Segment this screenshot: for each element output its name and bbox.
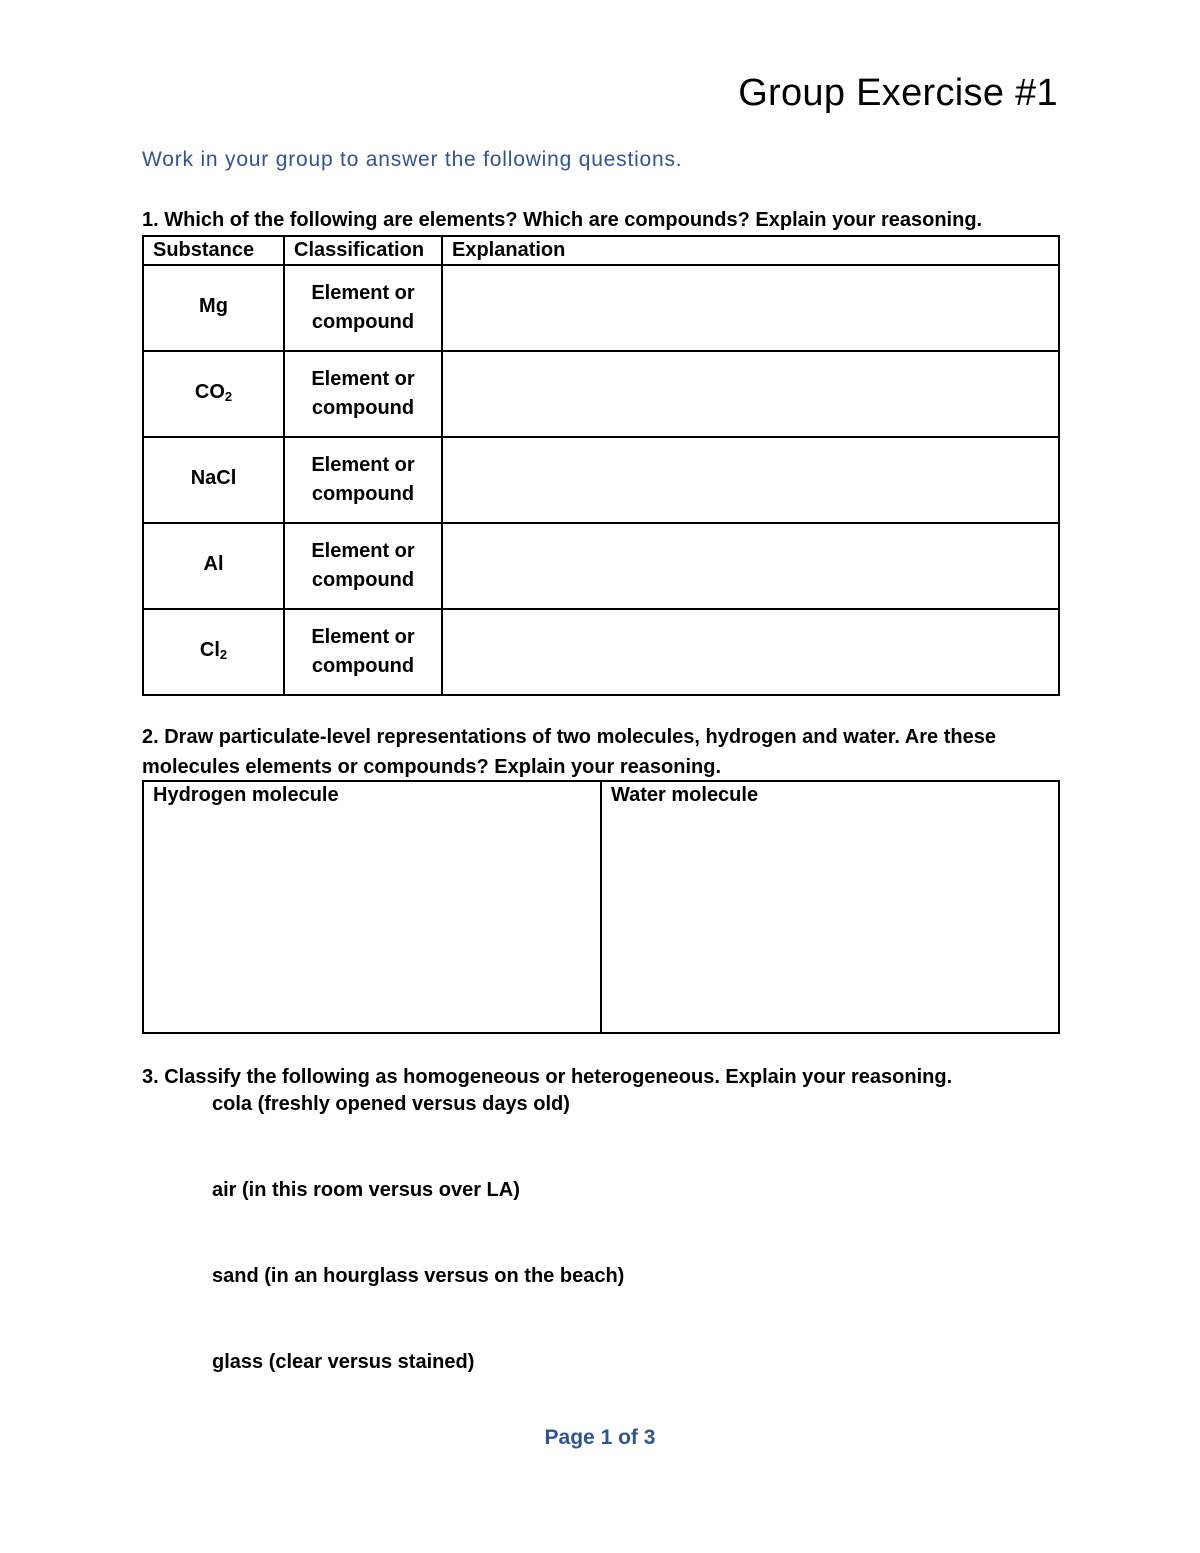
- water-molecule-label: Water molecule: [611, 784, 759, 806]
- substance-cell: $CO_2$: [143, 351, 284, 437]
- substance-cell: $Cl_2$: [143, 609, 284, 695]
- header-classification: Classification: [284, 236, 442, 265]
- table-row: [143, 437, 1059, 523]
- table-row: [143, 609, 1059, 695]
- classification-cell: Element or compound: [284, 437, 442, 523]
- list-item: cola (freshly opened versus days old): [212, 1093, 570, 1115]
- question-3: 3. Classify the following as homogeneous or heterogeneous. Explain your reasoning.: [142, 1066, 953, 1088]
- substance-table: [142, 235, 1060, 696]
- list-item: glass (clear versus stained): [212, 1351, 475, 1373]
- explanation-cell[interactable]: [442, 609, 1059, 695]
- hydrogen-molecule-label: Hydrogen molecule: [153, 784, 339, 806]
- list-item: air (in this room versus over LA): [212, 1179, 520, 1201]
- classification-cell: Element or compound: [284, 609, 442, 695]
- explanation-cell[interactable]: [442, 351, 1059, 437]
- table-row: [143, 523, 1059, 609]
- explanation-cell[interactable]: [442, 265, 1059, 351]
- question-2: 2. Draw particulate-level representations of two molecules, hydrogen and water. Are these molecules elements or compounds? Explain your reasoning.: [142, 726, 996, 778]
- substance-cell: Mg: [143, 265, 284, 351]
- header-substance: Substance: [143, 236, 284, 265]
- drawing-table: [142, 780, 1060, 1034]
- substance-cell: Al: [143, 523, 284, 609]
- list-item: sand (in an hourglass versus on the beach): [212, 1265, 625, 1287]
- table-row: [143, 351, 1059, 437]
- water-molecule-box[interactable]: [601, 781, 1059, 1033]
- classification-cell: Element or compound: [284, 265, 442, 351]
- header-explanation: Explanation: [442, 236, 1059, 265]
- classification-cell: Element or compound: [284, 351, 442, 437]
- page-title: Group Exercise #1: [738, 72, 1058, 114]
- substance-cell: NaCl: [143, 437, 284, 523]
- instruction-text: Work in your group to answer the following questions.: [142, 148, 683, 171]
- table-row: [143, 265, 1059, 351]
- table-header-row: [143, 236, 1059, 265]
- hydrogen-molecule-box[interactable]: [143, 781, 601, 1033]
- question-1: 1. Which of the following are elements? Which are compounds? Explain your reasoning.: [142, 209, 983, 231]
- explanation-cell[interactable]: [442, 523, 1059, 609]
- explanation-cell[interactable]: [442, 437, 1059, 523]
- page-number: Page 1 of 3: [544, 1426, 656, 1449]
- classification-cell: Element or compound: [284, 523, 442, 609]
